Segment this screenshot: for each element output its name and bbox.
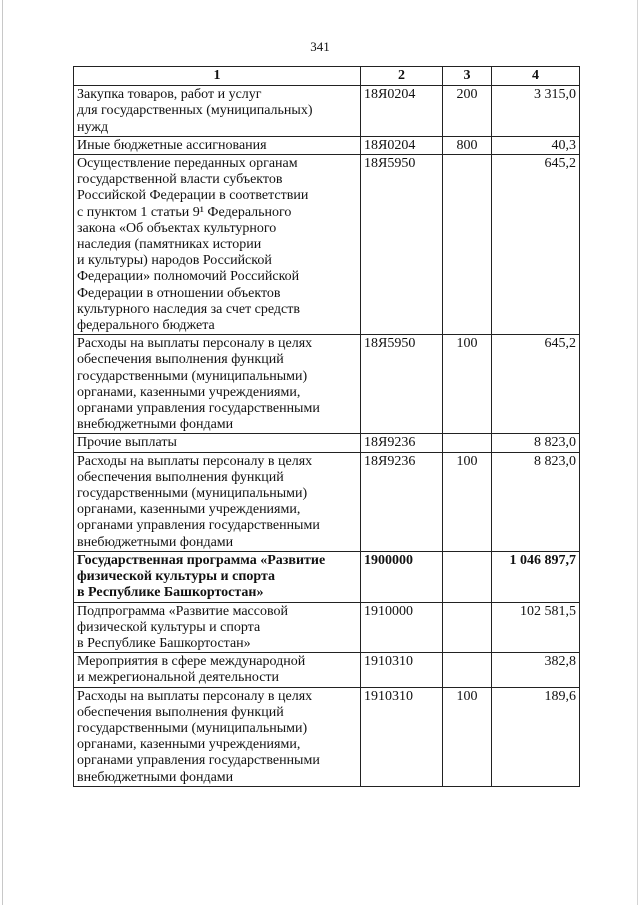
row-name-cell: Расходы на выплаты персоналу в целях обеспечения выполнения функций государственными (муниципальными) органами, казенными учреждениями, органами управления государственными внебюджетными фондами: [74, 687, 361, 786]
row-amount-cell: 645,2: [492, 335, 580, 434]
row-expense-type-cell: 100: [443, 452, 492, 551]
row-amount-cell: 40,3: [492, 136, 580, 154]
row-code-cell: 18Я5950: [361, 155, 443, 335]
row-expense-type-cell: 200: [443, 86, 492, 137]
row-amount-cell: 3 315,0: [492, 86, 580, 137]
row-amount-cell: 8 823,0: [492, 452, 580, 551]
row-amount-cell: 102 581,5: [492, 602, 580, 653]
table-row: [74, 551, 580, 602]
row-expense-type-cell: 100: [443, 335, 492, 434]
row-expense-type-cell: [443, 434, 492, 452]
row-amount-cell: 189,6: [492, 687, 580, 786]
row-amount-cell: 1 046 897,7: [492, 551, 580, 602]
row-expense-type-cell: 800: [443, 136, 492, 154]
row-code-cell: 18Я9236: [361, 434, 443, 452]
column-header-2: 2: [361, 67, 443, 86]
column-header-3: 3: [443, 67, 492, 86]
row-code-cell: 1910000: [361, 602, 443, 653]
table-row: [74, 687, 580, 786]
row-name-cell: Прочие выплаты: [74, 434, 361, 452]
row-amount-cell: 645,2: [492, 155, 580, 335]
row-name-cell: Расходы на выплаты персоналу в целях обеспечения выполнения функций государственными (муниципальными) органами, казенными учреждениями, органами управления государственными внебюджетными фондами: [74, 452, 361, 551]
row-code-cell: 18Я0204: [361, 136, 443, 154]
scan-edge-left: [2, 0, 3, 905]
budget-table: [73, 66, 580, 787]
row-expense-type-cell: [443, 602, 492, 653]
row-name-cell: Осуществление переданных органам государственной власти субъектов Российской Федерации в соответствии с пунктом 1 статьи 9¹ Федерального закона «Об объектах культурного наследия (памятниках истории и культуры) народов Российской Федерации» полномочий Российской Федерации в отношении объектов культурного наследия за счет средств федерального бюджета: [74, 155, 361, 335]
row-code-cell: 18Я9236: [361, 452, 443, 551]
row-amount-cell: 8 823,0: [492, 434, 580, 452]
row-name-cell: Подпрограмма «Развитие массовой физической культуры и спорта в Республике Башкортостан»: [74, 602, 361, 653]
table-row: [74, 452, 580, 551]
row-expense-type-cell: [443, 653, 492, 687]
scan-edge-right: [637, 0, 638, 905]
table-row: [74, 136, 580, 154]
row-code-cell: 1910310: [361, 653, 443, 687]
row-code-cell: 1910310: [361, 687, 443, 786]
column-header-4: 4: [492, 67, 580, 86]
table-row: [74, 86, 580, 137]
row-name-cell: Расходы на выплаты персоналу в целях обеспечения выполнения функций государственными (муниципальными) органами, казенными учреждениями, органами управления государственными внебюджетными фондами: [74, 335, 361, 434]
table-header-row: [74, 67, 580, 86]
row-name-cell: Государственная программа «Развитие физической культуры и спорта в Республике Башкортостан»: [74, 551, 361, 602]
row-code-cell: 18Я5950: [361, 335, 443, 434]
row-amount-cell: 382,8: [492, 653, 580, 687]
table-row: [74, 653, 580, 687]
row-expense-type-cell: [443, 155, 492, 335]
table-row: [74, 434, 580, 452]
row-code-cell: 18Я0204: [361, 86, 443, 137]
row-expense-type-cell: 100: [443, 687, 492, 786]
row-code-cell: 1900000: [361, 551, 443, 602]
table-row: [74, 155, 580, 335]
row-name-cell: Мероприятия в сфере международной и межрегиональной деятельности: [74, 653, 361, 687]
table-body: [74, 86, 580, 787]
row-expense-type-cell: [443, 551, 492, 602]
table-row: [74, 602, 580, 653]
row-name-cell: Иные бюджетные ассигнования: [74, 136, 361, 154]
table-row: [74, 335, 580, 434]
column-header-1: 1: [74, 67, 361, 86]
row-name-cell: Закупка товаров, работ и услуг для государственных (муниципальных) нужд: [74, 86, 361, 137]
page-number: 341: [310, 39, 330, 54]
